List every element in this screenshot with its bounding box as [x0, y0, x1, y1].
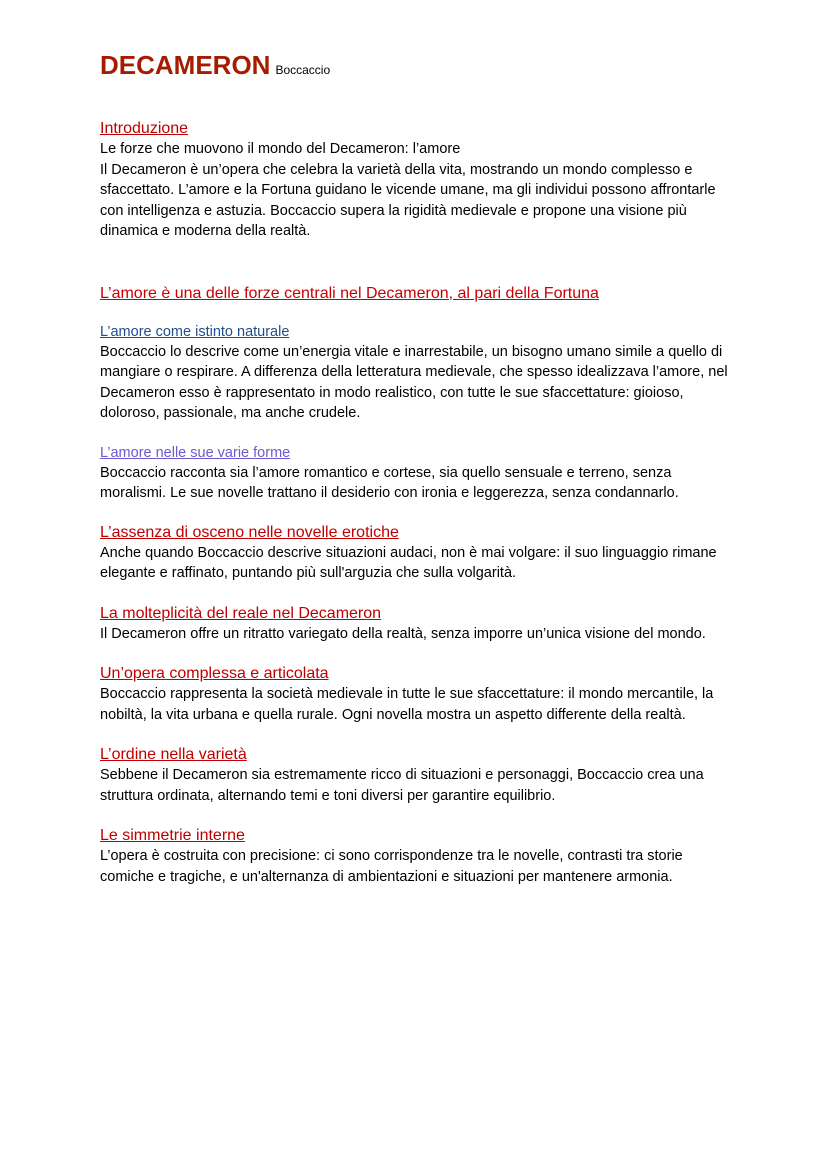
symmetry-text: L’opera è costruita con precisione: ci sono corrispondenze tra le novelle, contrasti tra storie comiche e tragiche, e un'alternanza di ambientazioni e situazioni per mantenere armonia. — [100, 848, 683, 885]
symmetry-block — [100, 826, 740, 887]
complex-work-text: Boccaccio rappresenta la società medievale in tutte le sue sfaccettature: il mondo mercantile, la nobiltà, la vita urbana e quella rurale. Ogni novella mostra un aspetto differente della realtà. — [100, 686, 714, 723]
obscene-block — [100, 523, 740, 584]
page-title: DECAMERON — [100, 50, 271, 80]
love-forms-text: Boccaccio racconta sia l’amore romantico e cortese, sia quello sensuale e terreno, senza moralismi. Le sue novelle trattano il desiderio con ironia e leggerezza, senza condannarlo. — [100, 464, 679, 501]
love-section — [100, 283, 740, 504]
complex-work-heading: Un’opera complessa e articolata — [100, 665, 329, 682]
symmetry-heading: Le simmetrie interne — [100, 827, 245, 844]
complex-work-block — [100, 664, 740, 725]
intro-subtitle: Le forze che muovono il mondo del Decameron: l’amore — [100, 141, 461, 157]
love-main-heading: L’amore è una delle forze centrali nel Decameron, al pari della Fortuna — [100, 284, 599, 302]
obscene-heading: L’assenza di osceno nelle novelle erotiche — [100, 523, 399, 541]
document-page — [100, 48, 740, 887]
multiplicity-heading: La molteplicità del reale nel Decameron — [100, 604, 382, 622]
multiplicity-text: Il Decameron offre un ritratto variegato della realtà, senza imporre un’unica visione del mondo. — [100, 625, 706, 642]
intro-paragraph: Il Decameron è un’opera che celebra la varietà della vita, mostrando un mondo complesso e sfaccettato. L’amore e la Fortuna guidano le vicende umane, ma gli individui possono affrontarle con intelligenza e astuzia. Boccaccio supera la rigidità medievale e propone una visione più dinamica e moderna della realtà. — [100, 161, 716, 239]
order-heading: L’ordine nella varietà — [100, 746, 247, 763]
multiplicity-block — [100, 604, 740, 645]
love-instinct-heading: L’amore come istinto naturale — [100, 323, 290, 340]
love-forms-heading: L’amore nelle sue varie forme — [100, 444, 291, 461]
title-row — [100, 48, 740, 82]
author-name: Boccaccio — [275, 63, 331, 77]
intro-section — [100, 119, 740, 242]
love-instinct-block — [100, 322, 740, 424]
love-forms-block — [100, 443, 740, 504]
intro-heading: Introduzione — [100, 120, 189, 137]
love-instinct-text: Boccaccio lo descrive come un’energia vitale e inarrestabile, un bisogno umano simile a quello di mangiare o respirare. A differenza della letteratura medievale, che spesso idealizzava l’amore, nel Decameron esso è rappresentato in modo realistico, con tutte le sue sfaccettature: gioioso, doloroso, passionale, ma anche crudele. — [100, 343, 728, 421]
obscene-text: Anche quando Boccaccio descrive situazioni audaci, non è mai volgare: il suo linguaggio rimane elegante e raffinato, puntando più sull'arguzia che sulla volgarità. — [100, 544, 717, 581]
order-text: Sebbene il Decameron sia estremamente ricco di situazioni e personaggi, Boccaccio crea una struttura ordinata, alternando temi e toni diversi per garantire equilibrio. — [100, 767, 704, 804]
order-block — [100, 745, 740, 806]
